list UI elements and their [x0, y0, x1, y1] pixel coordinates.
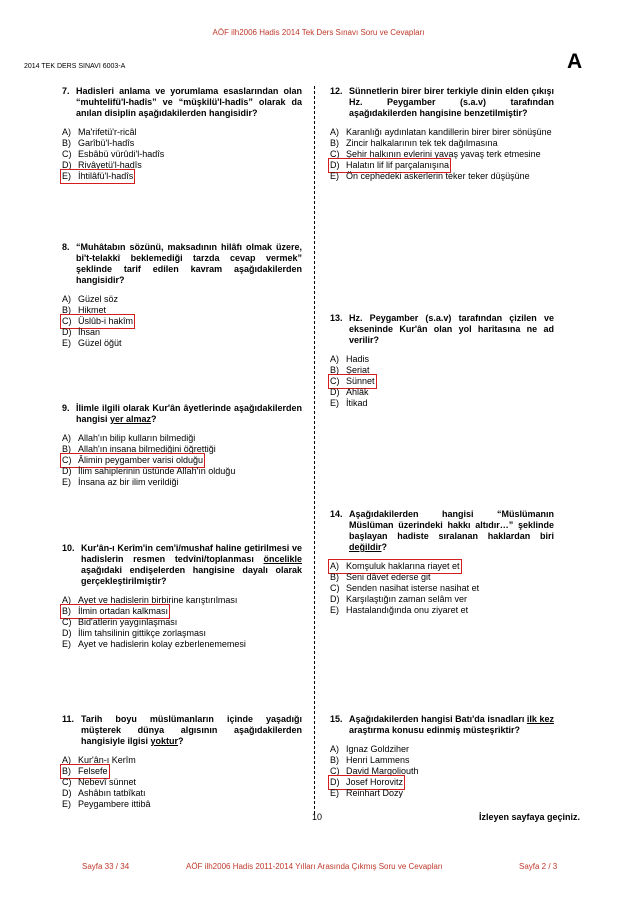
question-stem: Tarih boyu müslümanların içinde yaşadığı müşterek dünya algısının aşağıdakilerden hangisiyle ilgisi yoktur?: [81, 714, 302, 746]
option-text: İhtilâfü'l-hadîs: [78, 171, 134, 181]
question-stem: İlimle ilgili olarak Kur'ân âyetlerinde aşağıdakilerden hangisi yer almaz?: [76, 403, 302, 424]
options-list: [62, 755, 302, 810]
answer-box: [62, 455, 203, 466]
option-text: Nebevî sünnet: [78, 777, 137, 787]
option-letter: E): [62, 338, 71, 348]
option-e[interactable]: [330, 605, 554, 616]
option-letter: D): [62, 327, 72, 337]
option-letter: A): [62, 755, 71, 765]
option-text: Henri Lammens: [346, 755, 410, 765]
option-text: Josef Horovitz: [346, 777, 404, 787]
option-letter: A): [62, 294, 71, 304]
footer-page-count: Sayfa 33 / 34: [82, 862, 130, 871]
option-text: Ma'rifetü'r-ricâl: [78, 127, 137, 137]
option-text: Felsefe: [78, 766, 108, 776]
answer-box: [62, 606, 168, 617]
option-text: Karşılaştığın zaman selâm ver: [346, 594, 468, 604]
emphasis-keyword: öncelikle: [263, 554, 302, 564]
option-c[interactable]: [330, 766, 554, 777]
emphasis-keyword: ilk kez: [526, 714, 554, 724]
options-list: [62, 433, 302, 488]
option-e[interactable]: [62, 338, 302, 349]
option-text: Hastalandığında onu ziyaret et: [346, 605, 469, 615]
option-letter: C): [330, 583, 340, 593]
option-b[interactable]: [62, 138, 302, 149]
negation-keyword: yoktur: [150, 736, 179, 746]
question-number: 12.: [330, 86, 343, 96]
option-e[interactable]: [62, 477, 302, 488]
option-letter: E): [62, 639, 71, 649]
option-text: Sünnet: [346, 376, 375, 386]
option-text: Hadis: [346, 354, 370, 364]
option-text: Allah'ın insana bilmediğini öğrettiği: [78, 444, 216, 454]
option-letter: C): [62, 617, 72, 627]
next-page-note: İzleyen sayfaya geçiniz.: [479, 812, 581, 822]
option-text: Güzel öğüt: [78, 338, 122, 348]
option-a[interactable]: [330, 561, 554, 572]
option-text: Hikmet: [78, 305, 107, 315]
option-letter: C): [62, 149, 72, 159]
question-12: [330, 86, 554, 182]
question-number: 7.: [62, 86, 70, 96]
option-text: İnsana az bir ilim verildiği: [78, 477, 179, 487]
option-letter: D): [330, 387, 340, 397]
option-text: Bid'atlerin yaygınlaşması: [78, 617, 178, 627]
options-list: [62, 294, 302, 349]
option-letter: B): [330, 138, 339, 148]
option-text: Ashâbın tatbîkatı: [78, 788, 146, 798]
exam-code: 2014 TEK DERS SINAVI 6003-A: [24, 63, 126, 70]
question-stem: Kur'ân-ı Kerîm'in cem'i/mushaf haline getirilmesi ve hadislerin resmen tedvîni/toplanması öncelikle aşağıdaki endişelerden hangisine dayalı olarak gerçekleştirilmiştir?: [81, 543, 302, 586]
option-letter: D): [62, 788, 72, 798]
option-text: Ahlâk: [346, 387, 369, 397]
answer-box: [62, 171, 133, 182]
question-stem: Sünnetlerin birer birer terkiyle dinin elden çıkışı Hz. Peygamber (s.a.v) tarafından aşağıdakilerden hangisine benzetilmiştir?: [349, 86, 554, 118]
option-text: Üslûb-i hakîm: [78, 316, 134, 326]
option-letter: B): [62, 606, 71, 616]
question-stem: Aşağıdakilerden hangisi “Müslümanın Müslüman üzerindeki hakkı altıdır…” şeklinde başlayan hadiste sıralanan haklardan biri değildir?: [349, 509, 554, 552]
option-text: David Margoliouth: [346, 766, 419, 776]
option-letter: E): [330, 171, 339, 181]
option-c[interactable]: [62, 777, 302, 788]
question-8: [62, 242, 302, 349]
footer-title: AÖF ilh2006 Hadis 2011-2014 Yılları Arasında Çıkmış Soru ve Cevapları: [186, 862, 443, 871]
negation-keyword: yer almaz: [110, 414, 152, 424]
option-a[interactable]: [62, 595, 302, 606]
option-letter: B): [62, 305, 71, 315]
option-letter: B): [62, 444, 71, 454]
option-text: Âlimin peygamber varisi olduğu: [78, 455, 204, 465]
option-b[interactable]: [62, 444, 302, 455]
option-d[interactable]: [330, 594, 554, 605]
option-text: İlim tahsilinin gittikçe zorlaşması: [78, 628, 207, 638]
option-a[interactable]: [330, 354, 554, 365]
option-text: Halatın lif lif parçalanışına: [346, 160, 450, 170]
option-letter: B): [330, 572, 339, 582]
option-b[interactable]: [62, 606, 302, 617]
option-text: İlmin ortadan kalkması: [78, 606, 169, 616]
option-c[interactable]: [330, 376, 554, 387]
question-number: 10.: [62, 543, 75, 553]
question-14: [330, 509, 554, 616]
option-letter: C): [330, 766, 340, 776]
question-9: [62, 403, 302, 488]
option-text: Garîbü'l-hadîs: [78, 138, 135, 148]
option-a[interactable]: [330, 744, 554, 755]
question-number: 15.: [330, 714, 343, 724]
option-letter: C): [62, 316, 72, 326]
option-letter: A): [62, 433, 71, 443]
option-letter: E): [62, 171, 71, 181]
column-divider: [314, 86, 315, 814]
option-text: Peygambere ittibâ: [78, 799, 151, 809]
question-number: 14.: [330, 509, 343, 519]
option-letter: A): [330, 561, 339, 571]
option-letter: D): [62, 160, 72, 170]
option-a[interactable]: [330, 127, 554, 138]
options-list: [330, 354, 554, 409]
option-text: İhsan: [78, 327, 101, 337]
option-c[interactable]: [62, 316, 302, 327]
negation-keyword: değildir: [349, 542, 382, 552]
option-d[interactable]: [62, 788, 302, 799]
option-e[interactable]: [330, 788, 554, 799]
option-letter: A): [330, 744, 339, 754]
option-text: Zincir halkalarının tek tek dağılmasına: [346, 138, 498, 148]
option-letter: E): [62, 799, 71, 809]
question-13: [330, 313, 554, 409]
option-b[interactable]: [330, 365, 554, 376]
option-letter: C): [62, 777, 72, 787]
option-a[interactable]: [62, 755, 302, 766]
question-stem: Hz. Peygamber (s.a.v) tarafından çizilen ve ekseninde Kur'ân olan yol haritasına ne ad verilir?: [349, 313, 554, 345]
answer-box: [330, 561, 460, 572]
answer-box: [330, 777, 403, 788]
option-text: Allah'ın bilip kulların bilmediği: [78, 433, 196, 443]
option-text: Senden nasihat isterse nasihat et: [346, 583, 480, 593]
option-b[interactable]: [330, 572, 554, 583]
option-b[interactable]: [62, 766, 302, 777]
option-a[interactable]: [62, 433, 302, 444]
question-number: 13.: [330, 313, 343, 323]
option-letter: B): [330, 365, 339, 375]
option-d[interactable]: [62, 628, 302, 639]
option-letter: D): [330, 777, 340, 787]
option-c[interactable]: [330, 149, 554, 160]
option-text: Seni dâvet ederse git: [346, 572, 431, 582]
option-letter: B): [62, 766, 71, 776]
option-text: Ayet ve hadislerin birbirine karıştırılması: [78, 595, 238, 605]
option-letter: C): [330, 149, 340, 159]
option-text: İlim sahiplerinin üstünde Allah'ın olduğu: [78, 466, 236, 476]
option-letter: D): [62, 466, 72, 476]
option-text: Şeriat: [346, 365, 370, 375]
option-e[interactable]: [62, 639, 302, 650]
option-c[interactable]: [62, 149, 302, 160]
option-letter: C): [62, 455, 72, 465]
option-b[interactable]: [62, 305, 302, 316]
option-letter: A): [330, 354, 339, 364]
question-10: [62, 543, 302, 650]
document-title: AÖF ilh2006 Hadis 2014 Tek Ders Sınavı Soru ve Cevapları: [212, 28, 425, 37]
option-letter: B): [330, 755, 339, 765]
option-b[interactable]: [330, 755, 554, 766]
option-letter: E): [330, 398, 339, 408]
option-text: Reinhart Dozy: [346, 788, 404, 798]
option-letter: D): [330, 160, 340, 170]
option-e[interactable]: [62, 799, 302, 810]
option-b[interactable]: [330, 138, 554, 149]
option-e[interactable]: [330, 398, 554, 409]
answer-box: [62, 766, 108, 777]
options-list: [62, 595, 302, 650]
options-list: [330, 561, 554, 616]
option-letter: D): [62, 628, 72, 638]
option-d[interactable]: [330, 777, 554, 788]
question-15: [330, 714, 554, 799]
option-a[interactable]: [62, 127, 302, 138]
option-text: Esbâbü vürûdi'l-hadîs: [78, 149, 165, 159]
footer-sheet-count: Sayfa 2 / 3: [519, 862, 558, 871]
option-text: Rivâyetü'l-hadîs: [78, 160, 142, 170]
option-d[interactable]: [330, 160, 554, 171]
option-c[interactable]: [62, 617, 302, 628]
option-c[interactable]: [62, 455, 302, 466]
option-text: İtikad: [346, 398, 368, 408]
answer-box: [62, 316, 133, 327]
option-text: Komşuluk haklarına riayet et: [346, 561, 460, 571]
options-list: [330, 744, 554, 799]
options-list: [330, 127, 554, 182]
answer-box: [330, 376, 375, 387]
option-letter: A): [62, 595, 71, 605]
option-a[interactable]: [62, 294, 302, 305]
option-letter: A): [330, 127, 339, 137]
option-letter: E): [330, 788, 339, 798]
option-d[interactable]: [62, 466, 302, 477]
option-e[interactable]: [62, 171, 302, 182]
options-list: [62, 127, 302, 182]
booklet-letter: A: [567, 50, 583, 73]
option-d[interactable]: [62, 160, 302, 171]
option-text: Şehir halkının evlerini yavaş yavaş terk etmesine: [346, 149, 541, 159]
answer-box: [330, 160, 449, 171]
question-number: 11.: [62, 714, 75, 724]
option-letter: C): [330, 376, 340, 386]
page-number: 10: [312, 812, 323, 822]
option-text: Ayet ve hadislerin kolay ezberlenememesi: [78, 639, 246, 649]
option-text: Güzel söz: [78, 294, 119, 304]
option-text: Ignaz Goldziher: [346, 744, 410, 754]
question-7: [62, 86, 302, 182]
question-11: [62, 714, 302, 810]
option-c[interactable]: [330, 583, 554, 594]
option-letter: B): [62, 138, 71, 148]
option-text: Karanlığı aydınlatan kandillerin birer birer sönüşüne: [346, 127, 552, 137]
option-letter: E): [330, 605, 339, 615]
question-number: 9.: [62, 403, 70, 413]
option-letter: A): [62, 127, 71, 137]
option-e[interactable]: [330, 171, 554, 182]
option-d[interactable]: [62, 327, 302, 338]
option-d[interactable]: [330, 387, 554, 398]
option-text: Ön cephedeki askerlerin teker teker düşüşüne: [346, 171, 530, 181]
question-number: 8.: [62, 242, 70, 252]
question-stem: “Muhâtabın sözünü, maksadının hilâfı olmak üzere, bi't-telakkî beklemediği tarzda cevap vermek” şeklinde tarif edilen kavram aşağıdakilerden hangisidir?: [76, 242, 302, 285]
question-stem: Hadisleri anlama ve yorumlama esaslarından olan “muhtelifü'l-hadîs” ve “müşkilü'l-hadîs” olarak da anılan disiplin aşağıdakilerden hangisidir?: [76, 86, 302, 118]
option-letter: E): [62, 477, 71, 487]
option-text: Kur'ân-ı Kerîm: [78, 755, 136, 765]
option-letter: D): [330, 594, 340, 604]
question-stem: Aşağıdakilerden hangisi Batı'da isnadları ilk kez araştırma konusu edinmiş müsteşriktir?: [349, 714, 554, 735]
